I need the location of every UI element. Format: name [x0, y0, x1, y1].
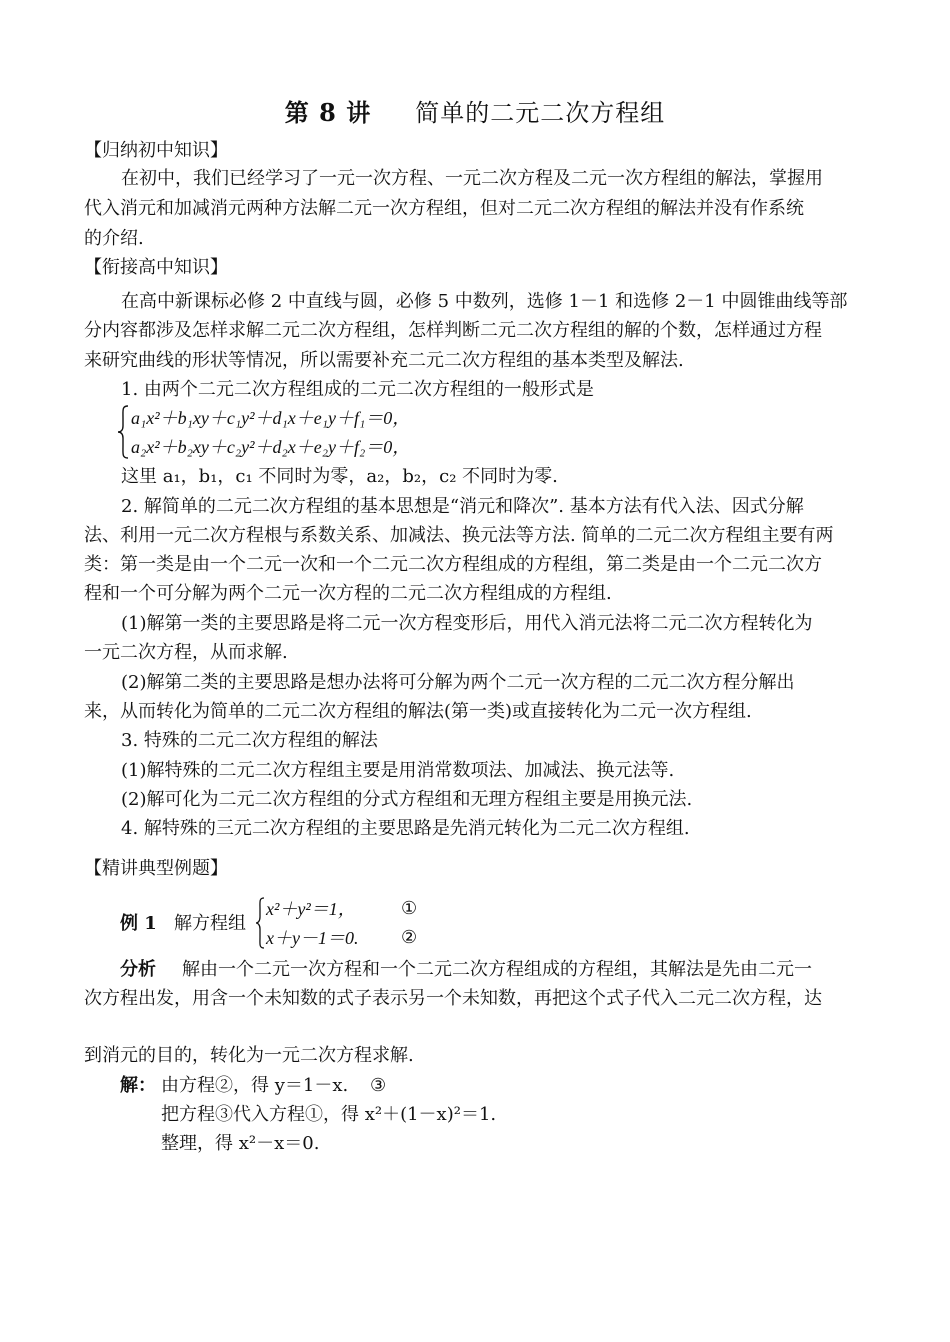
- review-line: 在初中，我们已经学习了一元一次方程、一元二次方程及二元一次方程组的解法，掌握用: [121, 168, 823, 189]
- review-line: 代入消元和加减消元两种方法解二元一次方程组，但对二元二次方程组的解法并没有作系统: [84, 198, 804, 219]
- general-equation-2: a₂x²＋b₂xy＋c₂y²＋d₂x＋e₂y＋f₂＝0，: [131, 437, 411, 457]
- analysis-line: 到消元的目的，转化为一元二次方程求解.: [84, 1045, 414, 1066]
- example1-label: 例 1: [120, 913, 157, 934]
- lecture-number: 第 8 讲: [284, 98, 372, 127]
- general-equation-1: a₁x²＋b₁xy＋c₁y²＋d₁x＋e₁y＋f₁＝0，: [131, 408, 411, 428]
- item4-line: 4. 解特殊的三元二次方程组的主要思路是先消元转化为二元二次方程组.: [121, 818, 690, 839]
- solution-step-2: 把方程③代入方程①，得 x²＋(1－x)²＝1.: [161, 1104, 497, 1125]
- bridge-line: 分内容都涉及怎样求解二元二次方程组，怎样判断二元二次方程组的解的个数，怎样通过方程: [84, 320, 822, 341]
- item2-line: 类：第一类是由一个二元一次和一个二元二次方程组成的方程组，第二类是由一个二元二次方: [84, 554, 822, 575]
- page-title: [0, 93, 950, 128]
- item3-line: (2)解可化为二元二次方程组的分式方程组和无理方程组主要是用换元法.: [121, 789, 693, 810]
- section-heading-examples: 【精讲典型例题】: [84, 858, 228, 879]
- example1-prompt: 解方程组: [174, 913, 246, 934]
- item2-line: 法、利用一元二次方程根与系数关系、加减法、换元法等方法. 简单的二元二次方程组主要有两: [84, 525, 834, 546]
- analysis-line: 次方程出发，用含一个未知数的式子表示另一个未知数，再把这个式子代入二元二次方程，达: [84, 988, 822, 1009]
- solution-label: 解：: [120, 1075, 156, 1096]
- item3-line: 3. 特殊的二元二次方程组的解法: [121, 730, 378, 751]
- item1-note: 这里 a₁，b₁，c₁ 不同时为零，a₂，b₂，c₂ 不同时为零.: [121, 466, 558, 487]
- equation-number-2: ②: [401, 927, 418, 948]
- equation-number-1: ①: [401, 898, 418, 919]
- example1-equation-2: x＋y－1＝0.: [266, 928, 359, 948]
- item2-sub2-line: 来，从而转化为简单的二元二次方程组的解法(第一类)或直接转化为二元一次方程组.: [84, 701, 752, 722]
- bridge-line: 在高中新课标必修 2 中直线与圆，必修 5 中数列，选修 1－1 和选修 2－1 中圆锥曲线等部: [121, 291, 848, 312]
- system-brace-icon: [116, 404, 130, 460]
- item2-sub1-line: 一元二次方程，从而求解.: [84, 642, 288, 663]
- item1-text: 1. 由两个二元二次方程组成的二元二次方程组的一般形式是: [121, 379, 594, 400]
- solution-step-3: 整理，得 x²－x＝0.: [161, 1133, 320, 1154]
- item2-line: 2. 解简单的二元二次方程组的基本思想是“消元和降次”. 基本方法有代入法、因式分解: [121, 496, 804, 517]
- solution-step-1: 由方程②，得 y＝1－x.: [161, 1075, 349, 1096]
- item2-sub2-line: (2)解第二类的主要思路是想办法将可分解为两个二元一次方程的二元二次方程分解出: [121, 672, 795, 693]
- example-brace-icon: [254, 896, 266, 950]
- section-heading-review: 【归纳初中知识】: [84, 140, 228, 161]
- bridge-line: 来研究曲线的形状等情况，所以需要补充二元二次方程组的基本类型及解法.: [84, 350, 684, 371]
- item2-line: 程和一个可分解为两个二元一次方程的二元二次方程组成的方程组.: [84, 583, 612, 604]
- analysis-label: 分析: [120, 959, 156, 980]
- review-line: 的介绍.: [84, 228, 144, 249]
- section-heading-bridge: 【衔接高中知识】: [84, 257, 228, 278]
- equation-number-3: ③: [370, 1075, 387, 1096]
- lecture-name: 简单的二元二次方程组: [415, 99, 666, 127]
- example1-equation-1: x²＋y²＝1，: [266, 899, 356, 919]
- item2-sub1-line: (1)解第一类的主要思路是将二元一次方程变形后，用代入消元法将二元二次方程转化为: [121, 613, 813, 634]
- analysis-line: 解由一个二元一次方程和一个二元二次方程组成的方程组，其解法是先由二元一: [182, 959, 812, 980]
- item3-line: (1)解特殊的二元二次方程组主要是用消常数项法、加减法、换元法等.: [121, 760, 675, 781]
